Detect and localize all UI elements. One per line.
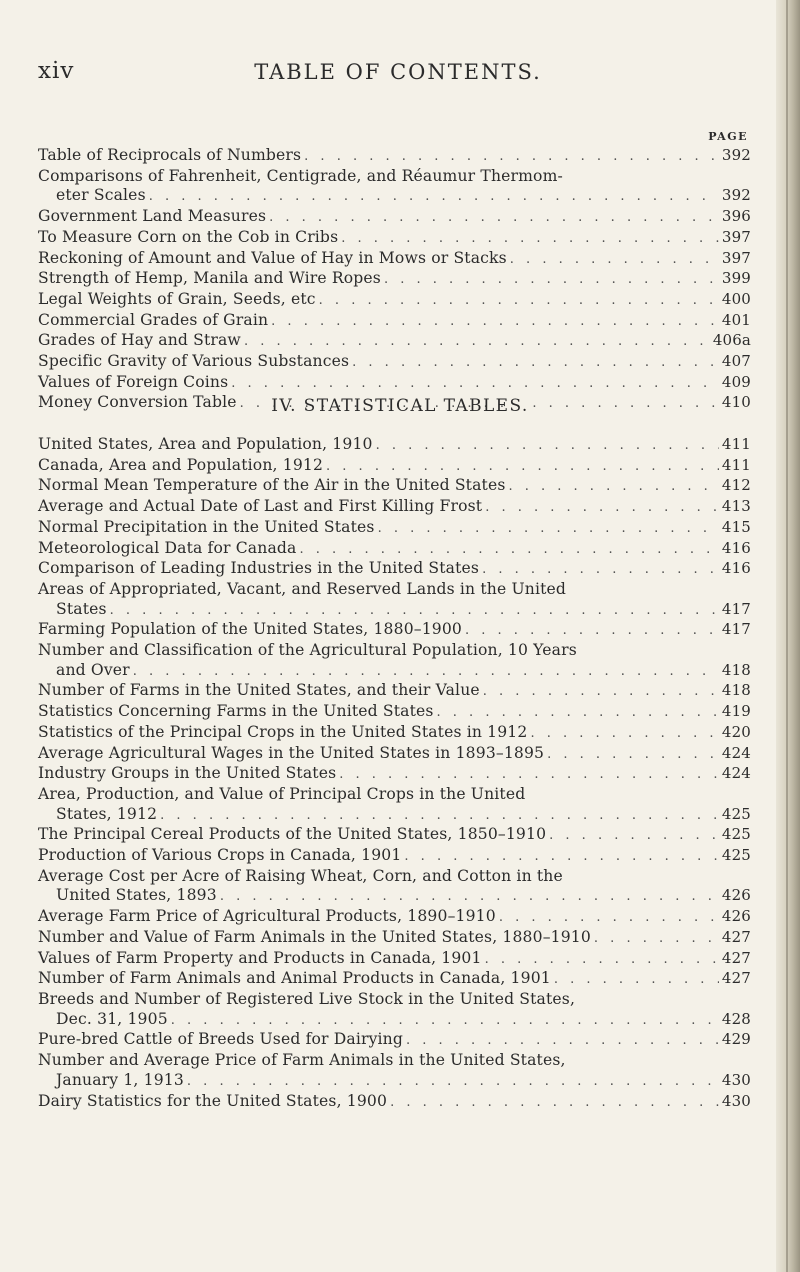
toc-entry-line	[38, 518, 751, 539]
toc-page-number: 426	[721, 907, 751, 926]
toc-entry	[38, 907, 751, 928]
toc-entry-title: Breeds and Number of Registered Live Stock in the United States,	[38, 989, 576, 1008]
toc-entry-title: Farming Population of the United States, 1880–1900	[38, 620, 463, 639]
leader-dots	[231, 374, 719, 394]
toc-entry	[38, 207, 751, 228]
toc-entry-line	[38, 764, 751, 785]
toc-entry-line	[38, 207, 751, 228]
toc-page-number: 416	[721, 559, 751, 578]
toc-entry-title: Areas of Appropriated, Vacant, and Reserved Lands in the United	[38, 579, 567, 598]
toc-entry-line	[38, 969, 751, 990]
toc-entry	[38, 867, 751, 907]
toc-page-number: 424	[721, 764, 751, 783]
toc-page-number: 400	[721, 289, 751, 308]
toc-entry-line	[38, 867, 751, 887]
toc-entry-title: Number of Farm Animals and Animal Products in Canada, 1901	[38, 969, 551, 988]
leader-dots	[390, 1093, 719, 1113]
toc-page-number: 425	[721, 846, 751, 865]
toc-page-number: 425	[721, 825, 751, 844]
leader-dots	[485, 498, 719, 518]
toc-page-number: 419	[721, 702, 751, 721]
leader-dots	[404, 847, 718, 867]
toc-page-number: 427	[721, 948, 751, 967]
toc-entry	[38, 641, 751, 681]
toc-entry-line	[38, 476, 751, 497]
toc-entry-title: United States, Area and Population, 1910	[38, 435, 373, 453]
toc-entry-line	[38, 331, 751, 352]
toc-entry-line	[38, 290, 751, 311]
leader-dots	[149, 187, 719, 207]
toc-entry-line	[38, 373, 751, 394]
toc-entry	[38, 702, 751, 723]
toc-page-number: 407	[721, 352, 751, 371]
leader-dots	[437, 703, 719, 723]
toc-entry	[38, 456, 751, 477]
leader-dots	[499, 908, 719, 928]
toc-entry-line	[38, 846, 751, 867]
toc-entry	[38, 764, 751, 785]
leader-dots	[483, 682, 719, 702]
toc-entry	[38, 290, 751, 311]
toc-page-number: 417	[721, 599, 751, 618]
toc-entry-title: Comparisons of Fahrenheit, Centigrade, and Réaumur Thermom-	[38, 166, 563, 185]
toc-page-number: 417	[721, 620, 751, 639]
toc-entry	[38, 1092, 751, 1113]
toc-entry-title: Meteorological Data for Canada	[38, 538, 297, 557]
toc-entry	[38, 1030, 751, 1051]
toc-entry-title: January 1, 1913	[56, 1070, 184, 1089]
toc-page-number: 392	[721, 146, 751, 164]
toc-entry	[38, 723, 751, 744]
leader-dots	[187, 1072, 719, 1092]
leader-dots	[378, 519, 719, 539]
toc-entry-title: Number of Farms in the United States, and their Value	[38, 681, 480, 700]
toc-entry	[38, 167, 751, 207]
toc-entry-title: Commercial Grades of Grain	[38, 310, 269, 329]
toc-page-number: 425	[721, 804, 751, 823]
toc-page-number: 427	[721, 927, 751, 946]
leader-dots	[554, 970, 719, 990]
toc-entry	[38, 311, 751, 332]
toc-entry-title: Normal Precipitation in the United States	[38, 517, 375, 536]
contents-list-statistical-tables	[38, 435, 751, 1112]
toc-page-number: 413	[721, 497, 751, 516]
toc-entry	[38, 1051, 751, 1091]
toc-entry-title: The Principal Cereal Products of the United States, 1850–1910	[38, 825, 547, 844]
leader-dots	[326, 457, 719, 477]
toc-entry-title: Money Conversion Table	[38, 393, 237, 412]
toc-entry	[38, 969, 751, 990]
toc-entry-line	[38, 825, 751, 846]
toc-page-number: 401	[721, 310, 751, 329]
toc-entry-line	[38, 146, 751, 167]
toc-entry-continuation	[38, 805, 751, 826]
toc-entry-title: Legal Weights of Grain, Seeds, etc	[38, 289, 316, 308]
toc-entry-title: Statistics of the Principal Crops in the United States in 1912	[38, 722, 528, 741]
leader-dots	[482, 560, 719, 580]
toc-page-number: 424	[721, 743, 751, 762]
leader-dots	[508, 477, 718, 497]
toc-entry	[38, 744, 751, 765]
toc-entry-title: Government Land Measures	[38, 207, 267, 226]
toc-entry-title: To Measure Corn on the Cob in Cribs	[38, 227, 339, 246]
toc-entry-title: Reckoning of Amount and Value of Hay in Mows or Stacks	[38, 248, 507, 267]
page-edge-shadow	[776, 0, 800, 1272]
toc-entry	[38, 497, 751, 518]
toc-entry	[38, 269, 751, 290]
toc-entry-title: Normal Mean Temperature of the Air in the United States	[38, 476, 506, 495]
toc-entry-line	[38, 785, 751, 805]
toc-entry-line	[38, 620, 751, 641]
toc-entry-title: States, 1912	[56, 804, 158, 823]
leader-dots	[339, 765, 719, 785]
toc-entry-line	[38, 559, 751, 580]
toc-entry-line	[38, 580, 751, 600]
toc-entry-line	[38, 167, 751, 187]
toc-page-number: 399	[721, 269, 751, 288]
toc-entry-line	[38, 228, 751, 249]
toc-entry-title: Values of Farm Property and Products in Canada, 1901	[38, 948, 482, 967]
toc-entry-line	[38, 352, 751, 373]
leader-dots	[530, 724, 718, 744]
toc-entry-title: eter Scales	[56, 186, 146, 205]
toc-entry-title: Dairy Statistics for the United States, 1900	[38, 1091, 388, 1110]
leader-dots	[341, 229, 719, 249]
leader-dots	[510, 250, 719, 270]
toc-entry	[38, 518, 751, 539]
toc-entry-title: Average and Actual Date of Last and First Killing Frost	[38, 497, 483, 516]
leader-dots	[271, 312, 719, 332]
toc-entry-title: Dec. 31, 1905	[56, 1009, 168, 1028]
toc-entry-line	[38, 928, 751, 949]
toc-entry-line	[38, 744, 751, 765]
leader-dots	[406, 1031, 719, 1051]
section-heading: IV. STATISTICAL TABLES.	[271, 396, 529, 416]
page-header	[38, 58, 758, 90]
toc-page-number: 415	[721, 517, 751, 536]
toc-entry-line	[38, 269, 751, 290]
toc-entry-line	[38, 249, 751, 270]
toc-entry-title: Area, Production, and Value of Principal Crops in the United	[38, 784, 526, 803]
toc-entry	[38, 373, 751, 394]
leader-dots	[220, 887, 719, 907]
toc-entry-line	[38, 723, 751, 744]
toc-page-number: 430	[721, 1091, 751, 1110]
toc-entry	[38, 846, 751, 867]
toc-page-number: 411	[721, 455, 751, 474]
toc-page-number: 396	[721, 207, 751, 226]
leader-dots	[465, 621, 719, 641]
toc-entry-line	[38, 990, 751, 1010]
toc-entry-title: Strength of Hemp, Manila and Wire Ropes	[38, 269, 381, 288]
toc-entry-title: Average Agricultural Wages in the United States in 1893–1895	[38, 743, 545, 762]
toc-entry	[38, 785, 751, 825]
toc-entry-continuation	[38, 661, 751, 682]
toc-entry-line	[38, 456, 751, 477]
toc-page-number: 430	[721, 1070, 751, 1089]
toc-entry	[38, 331, 751, 352]
toc-entry-line	[38, 681, 751, 702]
toc-entry-continuation	[38, 1071, 751, 1092]
toc-entry-title: and Over	[56, 660, 130, 679]
toc-entry-title: Statistics Concerning Farms in the United States	[38, 702, 434, 721]
leader-dots	[384, 270, 719, 290]
toc-entry	[38, 476, 751, 497]
toc-entry-title: Industry Groups in the United States	[38, 764, 337, 783]
toc-entry-line	[38, 539, 751, 560]
toc-entry	[38, 539, 751, 560]
leader-dots	[269, 208, 719, 228]
toc-entry-title: Values of Foreign Coins	[38, 372, 229, 391]
toc-entry	[38, 580, 751, 620]
toc-page-number: 429	[721, 1030, 751, 1049]
toc-entry	[38, 949, 751, 970]
toc-page-number: 397	[721, 227, 751, 246]
toc-entry	[38, 146, 751, 167]
leader-dots	[304, 147, 719, 167]
toc-entry	[38, 620, 751, 641]
toc-entry-line	[38, 702, 751, 723]
toc-entry-title: Number and Value of Farm Animals in the United States, 1880–1910	[38, 927, 591, 946]
toc-entry-line	[38, 435, 751, 456]
toc-entry-title: Pure-bred Cattle of Breeds Used for Dairying	[38, 1030, 403, 1049]
toc-entry	[38, 249, 751, 270]
running-title: TABLE OF CONTENTS.	[254, 60, 542, 84]
leader-dots	[160, 806, 719, 826]
toc-entry-line	[38, 1092, 751, 1113]
toc-page-number: 428	[721, 1009, 751, 1028]
toc-entry-title: Average Cost per Acre of Raising Wheat, Corn, and Cotton in the	[38, 866, 563, 885]
toc-entry-continuation	[38, 1010, 751, 1031]
toc-entry-line	[38, 907, 751, 928]
toc-entry	[38, 681, 751, 702]
toc-page-number: 416	[721, 538, 751, 557]
leader-dots	[133, 662, 719, 682]
toc-page-number: 412	[721, 476, 751, 495]
toc-entry	[38, 825, 751, 846]
toc-entry-title: Production of Various Crops in Canada, 1901	[38, 846, 402, 865]
toc-entry-title: Specific Gravity of Various Substances	[38, 352, 350, 371]
toc-entry-title: Average Farm Price of Agricultural Products, 1890–1910	[38, 907, 496, 926]
leader-dots	[352, 353, 719, 373]
leader-dots	[594, 929, 719, 949]
page-column-label: PAGE	[708, 130, 748, 143]
toc-entry-title: United States, 1893	[56, 886, 217, 905]
toc-page-number: 409	[721, 372, 751, 391]
leader-dots	[549, 826, 719, 846]
toc-page-number: 420	[721, 722, 751, 741]
toc-entry-line	[38, 311, 751, 332]
toc-page-number: 426	[721, 886, 751, 905]
contents-list-tables	[38, 146, 751, 414]
toc-entry-title: States	[56, 599, 107, 618]
toc-entry-continuation	[38, 600, 751, 621]
toc-entry	[38, 352, 751, 373]
toc-entry	[38, 435, 751, 456]
toc-page-number: 410	[721, 393, 751, 412]
toc-entry	[38, 928, 751, 949]
toc-page-number: 397	[721, 248, 751, 267]
toc-page-number: 427	[721, 969, 751, 988]
toc-entry	[38, 990, 751, 1030]
toc-entry-line	[38, 1030, 751, 1051]
toc-entry-title: Number and Classification of the Agricultural Population, 10 Years	[38, 641, 577, 660]
leader-dots	[299, 540, 718, 560]
toc-entry-continuation	[38, 186, 751, 207]
toc-entry-title: Table of Reciprocals of Numbers	[38, 146, 302, 164]
toc-entry-line	[38, 641, 751, 661]
toc-entry-title: Comparison of Leading Industries in the United States	[38, 559, 480, 578]
toc-page-number: 418	[721, 681, 751, 700]
toc-entry-line	[38, 1051, 751, 1071]
toc-entry-title: Grades of Hay and Straw	[38, 331, 241, 350]
leader-dots	[244, 332, 710, 352]
toc-page-number: 392	[721, 186, 751, 205]
leader-dots	[319, 291, 719, 311]
page-number: xiv	[38, 58, 75, 84]
toc-page-number: 418	[721, 660, 751, 679]
toc-entry	[38, 559, 751, 580]
leader-dots	[547, 745, 719, 765]
leader-dots	[376, 436, 719, 456]
leader-dots	[485, 950, 719, 970]
toc-entry	[38, 228, 751, 249]
toc-entry-title: Canada, Area and Population, 1912	[38, 455, 324, 474]
toc-page-number: 406a	[712, 331, 751, 350]
toc-entry-line	[38, 497, 751, 518]
leader-dots	[171, 1011, 719, 1031]
toc-page-number: 411	[721, 435, 751, 453]
leader-dots	[110, 601, 719, 621]
toc-entry-continuation	[38, 886, 751, 907]
toc-entry-line	[38, 949, 751, 970]
toc-entry-title: Number and Average Price of Farm Animals in the United States,	[38, 1051, 566, 1070]
